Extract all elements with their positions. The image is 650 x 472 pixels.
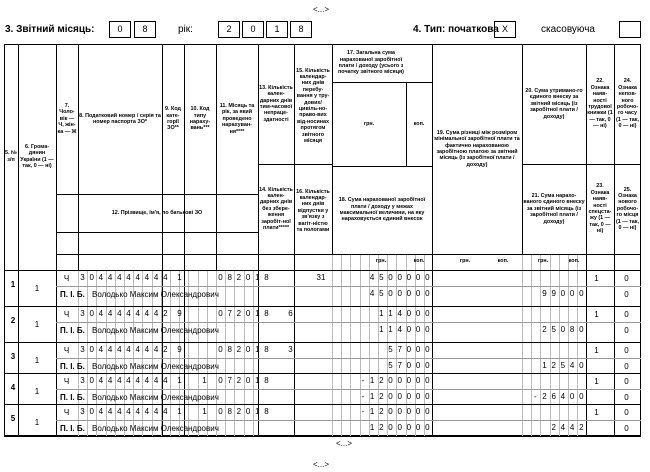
- sum18-digit[interactable]: 0: [415, 392, 421, 401]
- row-pib-label: П. І. Б.: [60, 290, 85, 299]
- period-digit[interactable]: 0: [218, 407, 223, 416]
- tax-digit[interactable]: 4: [98, 376, 104, 385]
- row-flag-22[interactable]: 1: [594, 408, 599, 417]
- row-number: 4: [10, 383, 16, 392]
- period-digit[interactable]: 0: [245, 376, 251, 385]
- sum17-digit[interactable]: 0: [425, 407, 430, 416]
- period-digit[interactable]: 2: [236, 345, 242, 354]
- sum17-digit[interactable]: 2: [379, 407, 384, 416]
- col-17-header: 17. Загальна сума нарахованої заробітної плати / доходу (усього з початку звітного місяця): [338, 50, 404, 76]
- sum21-digit[interactable]: 2: [542, 325, 547, 334]
- report-month-label: 3. Звітний місяць:: [5, 24, 95, 35]
- sum17-digit[interactable]: 0: [406, 407, 412, 416]
- sum17-digit[interactable]: 0: [415, 309, 421, 318]
- col-14-header: 14. Кількість кален-дарних днів без збере-ження заробіт-ної плати*****: [259, 186, 293, 232]
- grid-line: [341, 255, 342, 436]
- col-21-grn: грн.: [537, 257, 549, 264]
- sum21-digit[interactable]: 5: [551, 325, 556, 334]
- nav-marker-top[interactable]: <...>: [313, 5, 330, 14]
- row-sex[interactable]: Ч: [63, 408, 70, 417]
- period-digit[interactable]: 8: [264, 376, 269, 385]
- year-digit-1[interactable]: 2: [218, 21, 240, 38]
- row-citizen: 1: [34, 356, 40, 365]
- cancel-label: скасовуюча: [541, 24, 595, 35]
- grid-line: [550, 255, 551, 436]
- tax-digit[interactable]: 4: [98, 407, 104, 416]
- tax-digit[interactable]: 4: [107, 376, 113, 385]
- period-digit[interactable]: 1: [255, 309, 260, 318]
- col-18-header: 18. Сума нарахованої заробітної плати / доходу у межах максимальної величини, на яку нараховується єдиний внесок: [338, 197, 426, 223]
- tax-digit[interactable]: 4: [153, 273, 159, 282]
- sum18-digit[interactable]: 1: [369, 392, 375, 401]
- sum17-digit[interactable]: 0: [406, 345, 412, 354]
- row-sex[interactable]: Ч: [63, 274, 70, 283]
- period-digit[interactable]: 2: [236, 273, 242, 282]
- row-pib-label: П. І. Б.: [60, 362, 85, 371]
- period-digit[interactable]: 2: [236, 376, 242, 385]
- tax-digit[interactable]: 4: [153, 345, 159, 354]
- row-category[interactable]: 1: [177, 407, 182, 416]
- sum21-digit[interactable]: 0: [579, 289, 584, 298]
- sum17-digit[interactable]: 0: [425, 376, 430, 385]
- period-digit[interactable]: 0: [218, 273, 223, 282]
- col-5-header: 5. № з/п: [5, 150, 18, 163]
- col-12-header: 12. Прізвище, ім'я, по батькові ЗО: [111, 209, 203, 216]
- row-flag-22[interactable]: 1: [594, 377, 599, 386]
- tax-digit[interactable]: 4: [153, 407, 159, 416]
- tax-digit[interactable]: 4: [163, 273, 168, 282]
- row-sex[interactable]: Ч: [63, 346, 70, 355]
- sum21-digit[interactable]: 6: [551, 392, 556, 401]
- period-digit[interactable]: 8: [264, 345, 269, 354]
- row-pib[interactable]: Володько Максим Олександрович: [92, 326, 219, 335]
- row-sex[interactable]: Ч: [63, 377, 70, 386]
- row-mid-separator: [56, 358, 641, 359]
- sum21-digit[interactable]: 0: [560, 289, 566, 298]
- sum21-digit[interactable]: 8: [569, 325, 575, 334]
- sum18-digit[interactable]: 7: [397, 361, 402, 370]
- tax-digit[interactable]: 4: [117, 345, 122, 354]
- row-flag-25[interactable]: 0: [624, 326, 629, 335]
- sum18-digit[interactable]: 0: [425, 392, 430, 401]
- sum21-digit[interactable]: 2: [579, 423, 584, 432]
- grid-line: [531, 255, 532, 436]
- row-flag-24[interactable]: 0: [624, 377, 629, 386]
- sum17-digit[interactable]: 1: [388, 309, 393, 318]
- row-citizen: 1: [34, 320, 40, 329]
- col-18-kop: коп.: [413, 257, 425, 264]
- col-21-header: 21. Сума нарахо-ваного єдиного внеску за звітний місяць (із заробітної плати / доходу): [523, 192, 585, 225]
- col-16-header: 16. Кількість календар-них днів відпустки у зв'язку з вагіт-ністю та пологами: [296, 188, 330, 234]
- sum18-digit[interactable]: 2: [379, 423, 384, 432]
- tax-digit[interactable]: 4: [135, 376, 140, 385]
- col-9-header: 9. Код кате-горії ЗО**: [165, 106, 181, 132]
- period-digit[interactable]: 1: [255, 273, 260, 282]
- sum17-digit[interactable]: 0: [397, 407, 402, 416]
- col-25-header: 25. Ознака нового робочо-го місця (1 — так, 0 — ні): [615, 186, 639, 232]
- row-category[interactable]: 1: [177, 273, 182, 282]
- sum18-digit[interactable]: -: [361, 392, 365, 401]
- period-digit[interactable]: 7: [227, 376, 232, 385]
- col-17-kop: коп.: [413, 120, 425, 127]
- sum21-digit[interactable]: 2: [542, 392, 547, 401]
- tax-digit[interactable]: 3: [80, 407, 85, 416]
- sum21-digit[interactable]: -: [533, 392, 537, 401]
- col-19-grn: грн.: [459, 257, 471, 264]
- tax-digit[interactable]: 4: [144, 273, 150, 282]
- sum17-digit[interactable]: 1: [379, 309, 384, 318]
- col-6-header: 6. Грома-дянин України (1 — так, 0 — ні): [20, 143, 54, 169]
- tax-digit[interactable]: 4: [144, 345, 150, 354]
- row-pib[interactable]: Володько Максим Олександрович: [92, 424, 219, 433]
- period-digit[interactable]: 0: [245, 309, 251, 318]
- table-bottom-line: [4, 436, 641, 437]
- sum17-digit[interactable]: 7: [397, 345, 402, 354]
- tax-digit[interactable]: 4: [135, 309, 140, 318]
- row-number: 2: [10, 316, 16, 325]
- col-10-header: 10. Код типу нараху-вань***: [189, 106, 211, 132]
- col-13-header: 13. Кількість кален-дарних днів тим-часової непраце-здатності: [259, 84, 293, 123]
- grid-line: [568, 255, 569, 436]
- row-flag-25[interactable]: 0: [624, 362, 629, 371]
- row-citizen: 1: [34, 418, 40, 427]
- row-pib[interactable]: Володько Максим Олександрович: [92, 290, 219, 299]
- tax-digit[interactable]: 4: [144, 309, 150, 318]
- sum21-digit[interactable]: 5: [560, 361, 566, 370]
- row-flag-22[interactable]: 1: [594, 274, 599, 283]
- sum17-digit[interactable]: 1: [369, 407, 375, 416]
- sum18-digit[interactable]: 0: [406, 361, 412, 370]
- col-18-grn: грн.: [375, 257, 387, 264]
- grid-line: [540, 255, 541, 436]
- row-citizen: 1: [34, 387, 40, 396]
- sum18-digit[interactable]: 0: [415, 325, 421, 334]
- sum21-digit[interactable]: 4: [560, 423, 566, 432]
- sum17-digit[interactable]: 0: [425, 309, 430, 318]
- tax-digit[interactable]: 4: [135, 273, 140, 282]
- tax-digit[interactable]: 3: [80, 273, 85, 282]
- row-flag-24[interactable]: 0: [624, 408, 629, 417]
- sum17-digit[interactable]: -: [361, 376, 365, 385]
- tax-digit[interactable]: 4: [107, 309, 113, 318]
- tax-digit[interactable]: 4: [126, 376, 131, 385]
- sum21-digit[interactable]: 0: [569, 392, 575, 401]
- row-separator: [4, 306, 641, 307]
- row-d15[interactable]: 31: [316, 273, 326, 282]
- row-pib-label: П. І. Б.: [60, 424, 85, 433]
- sum21-digit[interactable]: 0: [569, 289, 575, 298]
- sum21-digit[interactable]: 2: [551, 423, 556, 432]
- grid-line: [577, 255, 578, 436]
- sum21-digit[interactable]: 0: [579, 361, 584, 370]
- row-mid-separator: [56, 420, 641, 421]
- period-digit[interactable]: 0: [245, 407, 251, 416]
- sum21-digit[interactable]: 4: [560, 392, 566, 401]
- grid-line: [559, 255, 560, 436]
- row-flag-25[interactable]: 0: [624, 393, 629, 402]
- tax-digit[interactable]: 2: [163, 309, 168, 318]
- period-digit[interactable]: 1: [255, 376, 260, 385]
- sum18-digit[interactable]: 4: [369, 289, 375, 298]
- tax-digit[interactable]: 4: [98, 345, 104, 354]
- sum18-digit[interactable]: 0: [425, 361, 430, 370]
- tax-digit[interactable]: 4: [117, 273, 122, 282]
- period-digit[interactable]: 0: [245, 345, 251, 354]
- tax-digit[interactable]: 4: [98, 273, 104, 282]
- sum17-digit[interactable]: 0: [388, 407, 393, 416]
- row-flag-25[interactable]: 0: [624, 424, 629, 433]
- period-digit[interactable]: 1: [255, 345, 260, 354]
- tax-digit[interactable]: 4: [126, 345, 131, 354]
- row-flag-24[interactable]: 0: [624, 346, 629, 355]
- col-23-header: 23. Ознака наяв-ності спецста-жу (1 — так, 0 — ні): [588, 183, 612, 235]
- row-flag-25[interactable]: 0: [624, 290, 629, 299]
- period-digit[interactable]: 0: [218, 309, 223, 318]
- sum18-digit[interactable]: 0: [406, 289, 412, 298]
- row-charge-type[interactable]: 1: [202, 407, 207, 416]
- sum18-digit[interactable]: 1: [379, 325, 384, 334]
- sum17-digit[interactable]: 0: [406, 376, 412, 385]
- sum18-digit[interactable]: 0: [397, 392, 402, 401]
- tax-digit[interactable]: 4: [117, 376, 122, 385]
- row-separator: [4, 404, 641, 405]
- tax-digit[interactable]: 4: [126, 273, 131, 282]
- col-22-header: 22. Ознака наяв-ності трудової книжки (1 — так, 0 — ні): [587, 78, 613, 130]
- sum17-digit[interactable]: 0: [415, 407, 421, 416]
- period-digit[interactable]: 8: [264, 407, 269, 416]
- col-7-header: 7. Чоло-вік — Ч, жін-ка — Ж: [57, 102, 77, 135]
- row-mid-separator: [56, 322, 641, 323]
- sum18-digit[interactable]: 0: [406, 423, 412, 432]
- tax-digit[interactable]: 4: [163, 407, 168, 416]
- tax-digit[interactable]: 4: [126, 407, 131, 416]
- period-digit[interactable]: 8: [264, 273, 269, 282]
- period-digit[interactable]: 2: [236, 407, 242, 416]
- tax-digit[interactable]: 4: [126, 309, 131, 318]
- sum17-digit[interactable]: -: [361, 407, 365, 416]
- sum17-digit[interactable]: 4: [369, 273, 375, 282]
- sum21-digit[interactable]: 9: [542, 289, 547, 298]
- year-label: рік:: [178, 24, 193, 35]
- period-digit[interactable]: 0: [218, 376, 223, 385]
- row-category[interactable]: 9: [177, 309, 182, 318]
- tax-digit[interactable]: 3: [80, 309, 85, 318]
- sum18-digit[interactable]: 0: [425, 289, 430, 298]
- sum17-digit[interactable]: 0: [388, 376, 393, 385]
- col-24-header: 24. Ознака непов-ного робочо-го часу (1 — так, 0 — ні): [615, 78, 639, 130]
- period-digit[interactable]: 1: [255, 407, 260, 416]
- sum21-digit[interactable]: 0: [579, 392, 584, 401]
- sum21-digit[interactable]: 2: [551, 361, 556, 370]
- row-pib[interactable]: Володько Максим Олександрович: [92, 362, 219, 371]
- sum18-digit[interactable]: 0: [397, 289, 402, 298]
- tax-digit[interactable]: 4: [117, 407, 122, 416]
- tax-digit[interactable]: 4: [117, 309, 122, 318]
- sum21-digit[interactable]: 0: [579, 325, 584, 334]
- sum17-digit[interactable]: 0: [388, 273, 393, 282]
- row-mid-separator: [56, 286, 641, 287]
- sum18-digit[interactable]: 5: [388, 361, 393, 370]
- tax-digit[interactable]: 0: [89, 273, 94, 282]
- sum18-digit[interactable]: 0: [406, 392, 412, 401]
- period-digit[interactable]: 0: [218, 345, 223, 354]
- sum17-digit[interactable]: 5: [379, 273, 384, 282]
- period-digit[interactable]: 8: [227, 345, 232, 354]
- sum18-digit[interactable]: 2: [379, 392, 384, 401]
- sum18-digit[interactable]: 5: [379, 289, 384, 298]
- sum17-digit[interactable]: 0: [425, 345, 430, 354]
- grid-line: [332, 255, 333, 436]
- sum17-digit[interactable]: 0: [415, 345, 421, 354]
- row-category[interactable]: 1: [177, 376, 182, 385]
- tax-digit[interactable]: 2: [163, 345, 168, 354]
- period-digit[interactable]: 2: [236, 309, 242, 318]
- sum17-digit[interactable]: 0: [415, 273, 421, 282]
- row-flag-22[interactable]: 1: [594, 346, 599, 355]
- tax-digit[interactable]: 0: [89, 376, 94, 385]
- tax-digit[interactable]: 4: [153, 309, 159, 318]
- period-digit[interactable]: 8: [264, 309, 269, 318]
- sum21-digit[interactable]: 0: [560, 325, 566, 334]
- tax-digit[interactable]: 0: [89, 345, 94, 354]
- period-digit[interactable]: 0: [245, 273, 251, 282]
- col-11-header: 11. Місяць та рік, за який проведено нарахуван-ня****: [219, 102, 255, 135]
- period-digit[interactable]: 8: [227, 273, 232, 282]
- type-label: 4. Тип: початкова: [413, 24, 499, 35]
- col-19-header: 19. Сума різниці між розміром мінімальної заробітної плати та фактично нарахованою заробітною платою за звітний місяць (із заробітної плати / доходу): [434, 129, 520, 168]
- sum17-digit[interactable]: 2: [379, 376, 384, 385]
- nav-marker-mid[interactable]: <...>: [336, 439, 353, 448]
- col-15-header: 15. Кількість календар-них днів перебу-вання у тру-дових/цивіль-но-право-вих від-носинах протягом звітного місяця: [296, 67, 330, 145]
- tax-digit[interactable]: 4: [107, 345, 113, 354]
- row-citizen: 1: [34, 284, 40, 293]
- sum17-digit[interactable]: 0: [406, 309, 412, 318]
- row-number: 1: [10, 280, 16, 289]
- row-d13[interactable]: 3: [288, 345, 293, 354]
- sum18-digit[interactable]: 4: [397, 325, 402, 334]
- grid-line: [350, 255, 351, 436]
- col-8-header: 8. Податковий номер / серія та номер паспорта ЗО*: [79, 112, 161, 125]
- row-pib-label: П. І. Б.: [60, 326, 85, 335]
- tax-digit[interactable]: 4: [153, 376, 159, 385]
- row-charge-type[interactable]: 1: [202, 376, 207, 385]
- sum21-digit[interactable]: 4: [569, 423, 575, 432]
- sum17-digit[interactable]: 0: [397, 376, 402, 385]
- sum18-digit[interactable]: 0: [415, 289, 421, 298]
- tax-digit[interactable]: 4: [135, 345, 140, 354]
- col-21-kop: коп.: [568, 257, 580, 264]
- sum17-digit[interactable]: 0: [397, 273, 402, 282]
- row-number: 5: [10, 414, 16, 423]
- row-sex[interactable]: Ч: [63, 310, 70, 319]
- month-digit-2[interactable]: 8: [134, 21, 156, 38]
- sum21-digit[interactable]: 4: [569, 361, 575, 370]
- row-pib[interactable]: Володько Максим Олександрович: [92, 393, 219, 402]
- sum21-digit[interactable]: 1: [542, 361, 547, 370]
- tax-digit[interactable]: 3: [80, 376, 85, 385]
- sum17-digit[interactable]: 0: [406, 273, 412, 282]
- row-pib-label: П. І. Б.: [60, 393, 85, 402]
- sum18-digit[interactable]: 0: [406, 325, 412, 334]
- sum18-digit[interactable]: 0: [415, 361, 421, 370]
- tax-digit[interactable]: 0: [89, 407, 94, 416]
- tax-digit[interactable]: 3: [80, 345, 85, 354]
- row-separator: [4, 342, 641, 343]
- sum17-digit[interactable]: 0: [415, 376, 421, 385]
- tax-digit[interactable]: 4: [135, 407, 140, 416]
- nav-marker-bottom[interactable]: <...>: [313, 460, 330, 469]
- tax-digit[interactable]: 4: [107, 407, 113, 416]
- row-separator: [4, 373, 641, 374]
- sum21-digit[interactable]: 9: [551, 289, 556, 298]
- tax-digit[interactable]: 4: [144, 407, 150, 416]
- period-digit[interactable]: 8: [227, 407, 232, 416]
- sum18-digit[interactable]: 0: [425, 325, 430, 334]
- sum18-digit[interactable]: 0: [425, 423, 430, 432]
- col-17-grn: грн.: [363, 120, 375, 127]
- tax-digit[interactable]: 4: [98, 309, 104, 318]
- sum18-digit[interactable]: 1: [388, 325, 393, 334]
- year-digit-3[interactable]: 1: [266, 21, 288, 38]
- sum18-digit[interactable]: 1: [369, 423, 375, 432]
- sum17-digit[interactable]: 5: [388, 345, 393, 354]
- row-separator: [4, 270, 641, 271]
- row-mid-separator: [56, 389, 641, 390]
- row-flag-24[interactable]: 0: [624, 274, 629, 283]
- sum17-digit[interactable]: 4: [397, 309, 402, 318]
- type-initial-checkbox[interactable]: X: [494, 21, 516, 38]
- row-flag-24[interactable]: 0: [624, 310, 629, 319]
- row-flag-22[interactable]: 1: [594, 310, 599, 319]
- sum18-digit[interactable]: 0: [415, 423, 421, 432]
- grid-line: [56, 232, 258, 233]
- tax-digit[interactable]: 4: [107, 273, 113, 282]
- sum17-digit[interactable]: 1: [369, 376, 375, 385]
- row-category[interactable]: 9: [177, 345, 182, 354]
- period-digit[interactable]: 7: [227, 309, 232, 318]
- sum18-digit[interactable]: 0: [388, 289, 393, 298]
- year-digit-2[interactable]: 0: [242, 21, 264, 38]
- sum18-digit[interactable]: 0: [388, 423, 393, 432]
- col-19-kop: коп.: [497, 257, 509, 264]
- col-20-header: 20. Сума утримано-го єдиного внеску за звітний місяць (із заробітної плати / доходу): [525, 87, 583, 120]
- month-digit-1[interactable]: 0: [109, 21, 131, 38]
- sum17-digit[interactable]: 0: [425, 273, 430, 282]
- row-d13[interactable]: 6: [288, 309, 293, 318]
- sum18-digit[interactable]: 0: [397, 423, 402, 432]
- tax-digit[interactable]: 4: [144, 376, 150, 385]
- year-digit-4[interactable]: 8: [290, 21, 312, 38]
- grid-line: [522, 255, 523, 436]
- row-number: 3: [10, 352, 16, 361]
- tax-digit[interactable]: 4: [163, 376, 168, 385]
- tax-digit[interactable]: 0: [89, 309, 94, 318]
- sum18-digit[interactable]: 0: [388, 392, 393, 401]
